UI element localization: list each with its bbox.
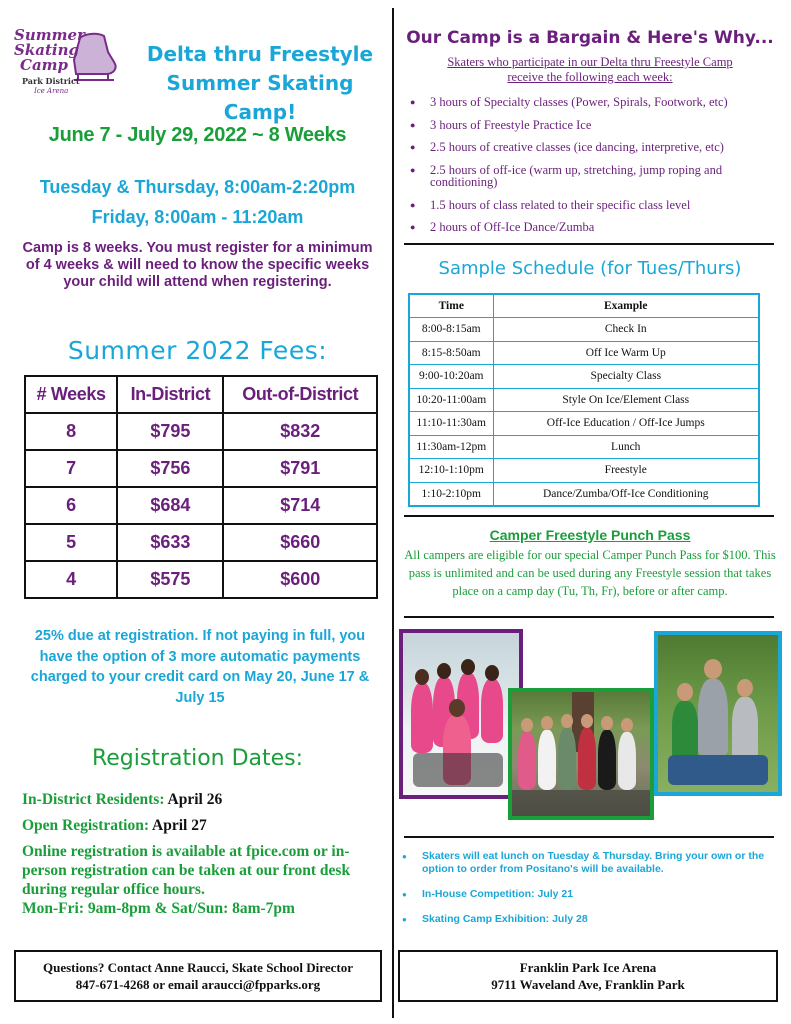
list-item: ● 2.5 hours of off-ice (warm up, stretching, jump roping and conditioning) bbox=[410, 164, 770, 189]
skater-head bbox=[437, 663, 451, 679]
camper-head bbox=[541, 716, 553, 730]
skater-head bbox=[449, 699, 465, 717]
arena-address-box bbox=[398, 950, 778, 1002]
table-row bbox=[409, 412, 759, 436]
fees-cell: $684 bbox=[117, 487, 223, 524]
logo-line-1: Summer bbox=[14, 26, 85, 44]
schedule-time: 11:10-11:30am bbox=[409, 412, 493, 436]
list-item: ● 3 hours of Freestyle Practice Ice bbox=[410, 119, 770, 132]
fees-header-weeks: # Weeks bbox=[25, 376, 117, 413]
fees-cell: $756 bbox=[117, 450, 223, 487]
logo-line-2: Skating bbox=[14, 41, 79, 59]
table-row bbox=[409, 318, 759, 342]
fees-header-in-district: In-District bbox=[117, 376, 223, 413]
camper-figure bbox=[578, 728, 596, 790]
table-row bbox=[409, 365, 759, 389]
schedule-time: 9:00-10:20am bbox=[409, 365, 493, 389]
fees-cell: 6 bbox=[25, 487, 117, 524]
table-row bbox=[409, 435, 759, 459]
list-item: ● 1.5 hours of class related to their specific class level bbox=[410, 199, 770, 212]
schedule-activity: Freestyle bbox=[493, 459, 759, 483]
table-row bbox=[25, 561, 377, 598]
fees-cell: $832 bbox=[223, 413, 377, 450]
fees-cell: $633 bbox=[117, 524, 223, 561]
fees-title: Summer 2022 Fees: bbox=[67, 336, 328, 365]
camper-legs bbox=[668, 755, 768, 785]
in-district-registration bbox=[22, 791, 222, 809]
fees-cell: 7 bbox=[25, 450, 117, 487]
camp-dates: June 7 - July 29, 2022 ~ 8 Weeks bbox=[48, 124, 347, 146]
camper-head bbox=[521, 718, 533, 732]
camper-head bbox=[737, 679, 753, 697]
camper-figure bbox=[732, 697, 758, 761]
camp-title-line-2: Summer Skating Camp! bbox=[166, 71, 354, 124]
camper-figure bbox=[598, 730, 616, 790]
schedule-header-example: Example bbox=[493, 294, 759, 318]
column-divider bbox=[392, 8, 394, 1018]
office-hours: Mon-Fri: 9am-8pm & Sat/Sun: 8am-7pm bbox=[22, 900, 295, 917]
logo-line-3: Camp bbox=[20, 56, 69, 74]
online-registration-text: Online registration is available at fpice.com or in-person registration can be taken at our front desk during regular office hours. bbox=[22, 843, 351, 898]
list-item: ● In-House Competition: July 21 bbox=[398, 888, 782, 901]
logo-sub-1: Park District bbox=[22, 76, 80, 86]
table-row bbox=[409, 388, 759, 412]
fees-cell: $575 bbox=[117, 561, 223, 598]
schedule-activity: Off Ice Warm Up bbox=[493, 341, 759, 365]
fees-cell: 4 bbox=[25, 561, 117, 598]
times-line-2: Friday, 8:00am - 11:20am bbox=[91, 207, 304, 227]
camper-head bbox=[621, 718, 633, 732]
camper-head bbox=[601, 716, 613, 730]
bargain-title: Our Camp is a Bargain & Here's Why... bbox=[406, 28, 774, 48]
schedule-time: 10:20-11:00am bbox=[409, 388, 493, 412]
fees-cell: $600 bbox=[223, 561, 377, 598]
fees-cell: $660 bbox=[223, 524, 377, 561]
schedule-time: 11:30am-12pm bbox=[409, 435, 493, 459]
contact-line-1: Questions? Contact Anne Raucci, Skate School Director bbox=[43, 960, 353, 975]
list-item: ● 2 hours of Off-Ice Dance/Zumba bbox=[410, 221, 770, 234]
section-divider bbox=[404, 836, 774, 838]
fees-cell: 8 bbox=[25, 413, 117, 450]
skater-head bbox=[461, 659, 475, 675]
logo-sub-2: Ice Arena bbox=[34, 87, 69, 95]
schedule-time: 8:00-8:15am bbox=[409, 318, 493, 342]
punch-pass-text: All campers are eligible for our special Camper Punch Pass for $100. This pass is unlimited and can be used during any Freestyle session that takes place on a camp day (Tu, Th, Fr), before or after camp. bbox=[404, 548, 776, 598]
schedule-time: 12:10-1:10pm bbox=[409, 459, 493, 483]
camper-head bbox=[581, 714, 593, 728]
skaters-on-ice-photo bbox=[399, 629, 523, 799]
table-row bbox=[409, 341, 759, 365]
skater-figure bbox=[481, 679, 503, 743]
camper-figure bbox=[672, 701, 698, 761]
fees-cell: $714 bbox=[223, 487, 377, 524]
fees-cell: $795 bbox=[117, 413, 223, 450]
section-divider bbox=[404, 515, 774, 517]
schedule-activity: Lunch bbox=[493, 435, 759, 459]
arena-name: Franklin Park Ice Arena bbox=[519, 960, 657, 975]
open-registration-label: Open Registration: bbox=[22, 817, 150, 834]
table-row bbox=[409, 482, 759, 506]
camper-figure bbox=[698, 679, 728, 757]
in-district-date: April 26 bbox=[167, 791, 223, 808]
camp-registration-note: Camp is 8 weeks. You must register for a minimum of 4 weeks & will need to know the specific weeks your child will attend when registering. bbox=[22, 240, 373, 290]
camp-notes-list bbox=[398, 850, 782, 938]
fees-header-out-district: Out-of-District bbox=[223, 376, 377, 413]
bargain-list bbox=[410, 96, 770, 244]
schedule-time: 1:10-2:10pm bbox=[409, 482, 493, 506]
in-district-label: In-District Residents: bbox=[22, 791, 165, 808]
camper-head bbox=[561, 714, 573, 728]
section-divider bbox=[404, 243, 774, 245]
list-item: ● Skaters will eat lunch on Tuesday & Thursday. Bring your own or the option to order from Positano's will be available. bbox=[398, 850, 782, 876]
contact-line-2: 847-671-4268 or email araucci@fpparks.org bbox=[75, 977, 321, 992]
table-row bbox=[25, 487, 377, 524]
open-registration bbox=[22, 817, 207, 835]
summer-skating-camp-logo bbox=[14, 24, 126, 110]
schedule-header-time: Time bbox=[409, 294, 493, 318]
camper-figure bbox=[618, 732, 636, 790]
sample-schedule-title: Sample Schedule (for Tues/Thurs) bbox=[438, 258, 742, 279]
bargain-subtitle bbox=[410, 55, 770, 85]
skater-figure bbox=[411, 683, 433, 753]
table-row bbox=[409, 459, 759, 483]
camp-times bbox=[10, 172, 385, 232]
bargain-subtitle-line-1: Skaters who participate in our Delta thru Freestyle Camp bbox=[447, 55, 733, 69]
schedule-activity: Specialty Class bbox=[493, 365, 759, 389]
bargain-subtitle-line-2: receive the following each week: bbox=[507, 70, 673, 84]
table-row bbox=[25, 450, 377, 487]
camp-title-line-1: Delta thru Freestyle bbox=[146, 42, 374, 66]
schedule-activity: Off-Ice Education / Off-Ice Jumps bbox=[493, 412, 759, 436]
schedule-time: 8:15-8:50am bbox=[409, 341, 493, 365]
list-item: ● Skating Camp Exhibition: July 28 bbox=[398, 913, 782, 926]
camper-figure bbox=[558, 728, 576, 790]
skater-head bbox=[415, 669, 429, 685]
table-row bbox=[25, 413, 377, 450]
registration-title: Registration Dates: bbox=[91, 746, 304, 771]
times-line-1: Tuesday & Thursday, 8:00am-2:20pm bbox=[39, 177, 356, 197]
fees-header-row bbox=[25, 376, 377, 413]
camp-title bbox=[130, 40, 390, 127]
contact-box bbox=[14, 950, 382, 1002]
arena-address: 9711 Waveland Ave, Franklin Park bbox=[491, 977, 685, 992]
open-registration-date: April 27 bbox=[152, 817, 207, 834]
punch-pass-title: Camper Freestyle Punch Pass bbox=[489, 527, 691, 543]
camper-figure bbox=[538, 730, 556, 790]
fees-cell: $791 bbox=[223, 450, 377, 487]
list-item: ● 3 hours of Specialty classes (Power, Spirals, Footwork, etc) bbox=[410, 96, 770, 109]
payment-note: 25% due at registration. If not paying in full, you have the option of 3 more automatic payments charged to your credit card on May 20, June 17 & July 15 bbox=[30, 628, 370, 706]
online-registration-info bbox=[22, 842, 384, 918]
camper-head bbox=[704, 659, 722, 679]
camper-head bbox=[677, 683, 693, 701]
schedule-header-row bbox=[409, 294, 759, 318]
table-row bbox=[25, 524, 377, 561]
campers-outdoors-photo bbox=[654, 631, 782, 796]
section-divider bbox=[404, 616, 774, 618]
schedule-activity: Dance/Zumba/Off-Ice Conditioning bbox=[493, 482, 759, 506]
campers-legs bbox=[512, 790, 654, 820]
campers-group-photo bbox=[508, 688, 654, 820]
schedule-activity: Check In bbox=[493, 318, 759, 342]
fees-cell: 5 bbox=[25, 524, 117, 561]
skater-legs bbox=[413, 753, 503, 787]
camper-figure bbox=[518, 732, 536, 790]
schedule-activity: Style On Ice/Element Class bbox=[493, 388, 759, 412]
skater-head bbox=[485, 665, 499, 681]
sample-schedule-table bbox=[408, 293, 760, 507]
fees-table bbox=[24, 375, 378, 599]
list-item: ● 2.5 hours of creative classes (ice dancing, interpretive, etc) bbox=[410, 141, 770, 154]
